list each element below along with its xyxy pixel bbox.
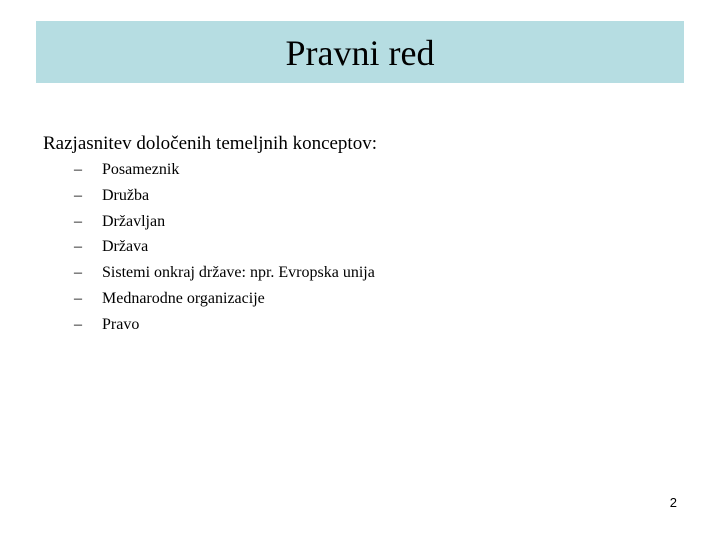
bullet-dash: – — [74, 212, 82, 230]
list-item-text: Državljan — [102, 212, 166, 230]
list-item — [0, 286, 600, 312]
bullet-dash: – — [74, 238, 82, 256]
lead-text: Razjasnitev določenih temeljnih konceptov: — [43, 133, 377, 154]
list-item — [0, 234, 600, 260]
slide-title: Pravni red — [285, 33, 435, 73]
list-item — [0, 157, 600, 183]
slide-number: 2 — [669, 495, 677, 510]
list-item-text: Mednarodne organizacije — [102, 289, 265, 307]
list-item — [0, 312, 600, 338]
list-item-text: Država — [102, 238, 149, 256]
list-item-text: Posameznik — [102, 161, 180, 178]
bullet-list — [0, 157, 600, 338]
bullet-dash: – — [74, 264, 82, 282]
slide-title-bar — [36, 21, 684, 83]
bullet-dash: – — [74, 186, 82, 204]
list-item — [0, 209, 600, 235]
list-item — [0, 260, 600, 286]
bullet-dash: – — [74, 315, 82, 333]
list-item-text: Družba — [102, 186, 150, 204]
list-item-text: Sistemi onkraj države: npr. Evropska unija — [102, 264, 375, 282]
bullet-dash: – — [74, 161, 82, 178]
list-item — [0, 183, 600, 209]
bullet-dash: – — [74, 289, 82, 307]
list-item-text: Pravo — [102, 315, 140, 333]
